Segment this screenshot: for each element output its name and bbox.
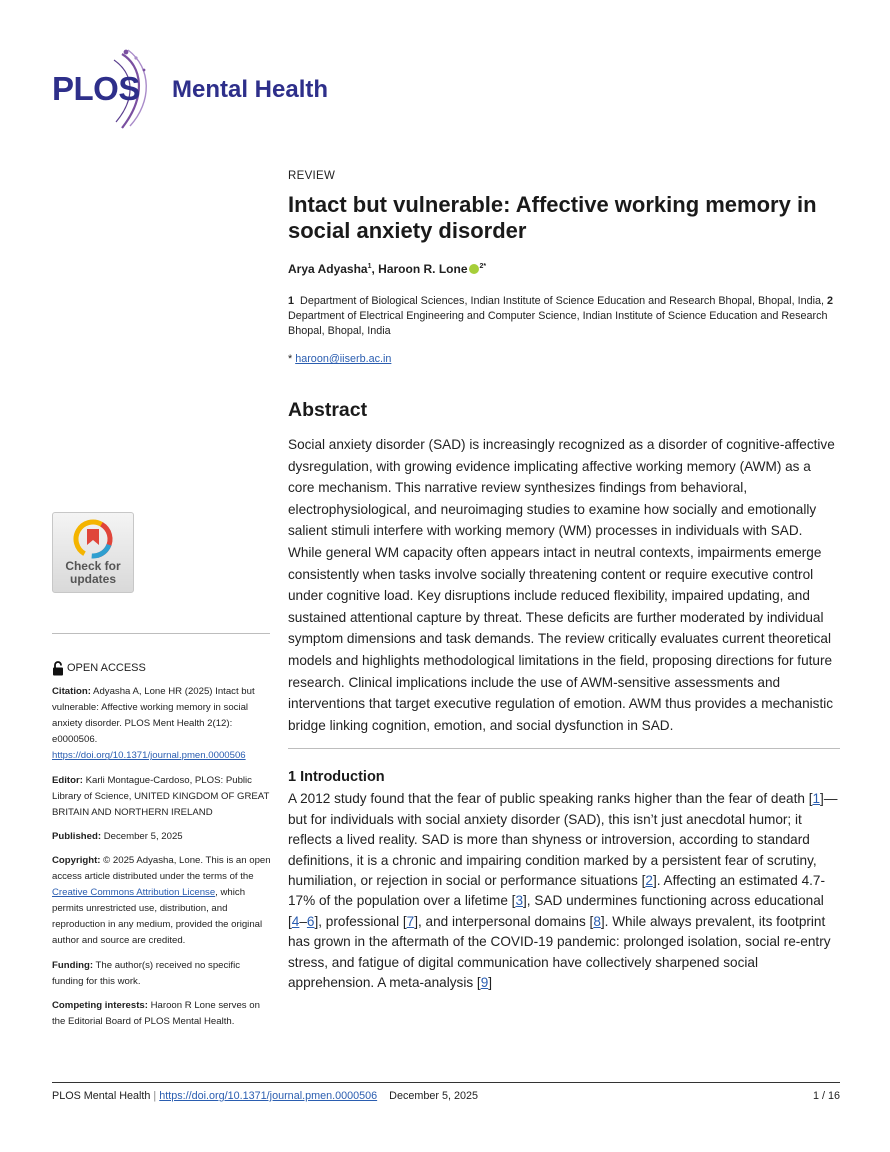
affiliation-number: 1 xyxy=(288,295,295,307)
check-for-updates-button[interactable] xyxy=(52,512,134,593)
affiliation-marker: 1 xyxy=(367,263,372,270)
page-number: 1 / 16 xyxy=(812,1090,840,1102)
footer-separator: | xyxy=(153,1090,157,1102)
article-main xyxy=(288,170,840,993)
citation-link[interactable]: 2 xyxy=(645,872,653,888)
author-separator: , xyxy=(371,262,379,276)
published-block: Published: December 5, 2025 xyxy=(52,830,183,842)
citation-link[interactable]: 7 xyxy=(406,913,415,929)
citation-doi-link[interactable]: https://doi.org/10.1371/journal.pmen.0000506 xyxy=(52,750,246,762)
copyright-block: Copyright: © 2025 Adyasha, Lone. This is an open access article distributed under the terms of the Creative Commons Attribution License, which permits unrestricted use, distribution, and reproduction in any medium, provided the original author and source are credited. xyxy=(52,854,271,947)
page-footer xyxy=(52,1090,840,1102)
article-sidebar xyxy=(52,660,272,1038)
check-updates-line2: updates xyxy=(69,572,116,586)
author-name: Haroon R. Lone xyxy=(378,262,468,276)
affiliation-text: Department of Electrical Engineering and Computer Science, Indian Institute of Science Education and Research Bhopal, Bhopal, India xyxy=(288,310,828,337)
citation-link[interactable]: 4 xyxy=(291,913,300,929)
corresponding-author xyxy=(288,353,840,365)
citation-link[interactable]: 3 xyxy=(515,893,524,909)
affiliation-number: 2 xyxy=(827,295,834,307)
corresponding-email-link[interactable]: haroon@iiserb.ac.in xyxy=(295,353,392,365)
article-title: Intact but vulnerable: Affective working memory in social anxiety disorder xyxy=(288,192,817,243)
funding-block: Funding: The author(s) received no specific funding for this work. xyxy=(52,959,241,987)
abstract-text: Social anxiety disorder (SAD) is increasingly recognized as a disorder of cognitive-affective dysregulation, with growing evidence implicating affective working memory (AWM) as a core mechanism. This narrative review synthesizes findings from behavioral, electrophysiological, and neuroimaging studies to examine how socially and emotionally salient stimuli interfere with working memory (WM) processes in individuals with SAD. While general WM capacity often appears intact in neutral contexts, impairments emerge consistently when tasks involve socially threatening content or require executive control under cognitive load. Key disruptions include reduced flexibility, impaired updating, and sustained attentional capture by threat. These deficits are further moderated by individual symptom dimensions and task demands. The review critically evaluates current theoretical models and highlights methodological limitations in the field, proposing directions for future research. Clinical implications include the use of AWM-sensitive assessments and interventions that target executive regulation of emotion. AWM thus provides a mechanistic bridge linking cognition, emotion, and social dysfunction in SAD. xyxy=(288,437,835,733)
citation-block: Citation: Adyasha A, Lone HR (2025) Intact but vulnerable: Affective working memory in social anxiety disorder. PLOS Ment Health 2(12): e0000506. https://doi.org/10.1371/journal.pmen.0000506 xyxy=(52,686,255,762)
section-divider xyxy=(288,748,840,749)
sidebar-divider xyxy=(52,633,270,634)
abstract-heading: Abstract xyxy=(288,399,368,421)
citation-link[interactable]: 9 xyxy=(480,974,489,990)
corresponding-marker: * xyxy=(288,353,293,365)
license-link[interactable]: Creative Commons Attribution License xyxy=(52,887,216,899)
citation-link[interactable]: 8 xyxy=(593,913,601,929)
introduction-heading: 1 Introduction xyxy=(288,769,385,786)
affiliation-marker: 2* xyxy=(479,263,487,270)
affiliation-text: Department of Biological Sciences, Indian Institute of Science Education and Research Bhopal, Bhopal, India, xyxy=(300,295,824,307)
author-list xyxy=(288,262,840,276)
article-type: REVIEW xyxy=(288,170,336,182)
introduction-text: A 2012 study found that the fear of public speaking ranks higher than the fear of death [1]—but for individuals with social anxiety disorder (SAD), this isn’t just anecdotal humor; it reflects a lived reality. SAD is more than shyness or introversion, according to standard definitions, it is a chronic and impairing condition marked by a persistent fear of scrutiny, humiliation, or rejection in social or performance situations [2]. Affecting an estimated 4.7-17% of the population over a lifetime [3], SAD undermines functioning across educational [4–6], professional [7], and interpersonal domains [8]. While always prevalent, its footprint has grown in the aftermath of the COVID-19 pandemic: prolonged isolation, social re-entry stress, and fatigue of digital communication have collectively sharpened social apprehension. A meta-analysis [9] xyxy=(288,791,838,990)
logo-journal-name: Mental Health xyxy=(172,76,329,103)
footer-journal: PLOS Mental Health xyxy=(52,1090,151,1102)
footer-doi-link[interactable]: https://doi.org/10.1371/journal.pmen.0000506 xyxy=(159,1090,378,1102)
citation-link[interactable]: 6 xyxy=(306,913,315,929)
check-updates-line1: Check for xyxy=(65,559,121,573)
competing-interests-block: Competing interests: Haroon R Lone serves on the Editorial Board of PLOS Mental Health. xyxy=(52,999,260,1027)
logo-brand: PLOS xyxy=(52,70,140,107)
editor-block: Editor: Karli Montague-Cardoso, PLOS: Public Library of Science, UNITED KINGDOM OF GREAT BRITAIN AND NORTHERN IRELAND xyxy=(52,774,270,818)
check-updates-icon xyxy=(71,519,115,559)
open-access-label: OPEN ACCESS xyxy=(52,660,272,676)
affiliations xyxy=(288,294,840,339)
author-name: Arya Adyasha xyxy=(288,262,368,276)
citation-link[interactable]: 1 xyxy=(812,791,821,807)
footer-divider xyxy=(52,1082,840,1083)
footer-date: December 5, 2025 xyxy=(389,1090,478,1102)
open-lock-icon xyxy=(52,661,64,676)
orcid-icon[interactable] xyxy=(469,264,479,274)
plos-mental-health-logo xyxy=(52,46,352,132)
